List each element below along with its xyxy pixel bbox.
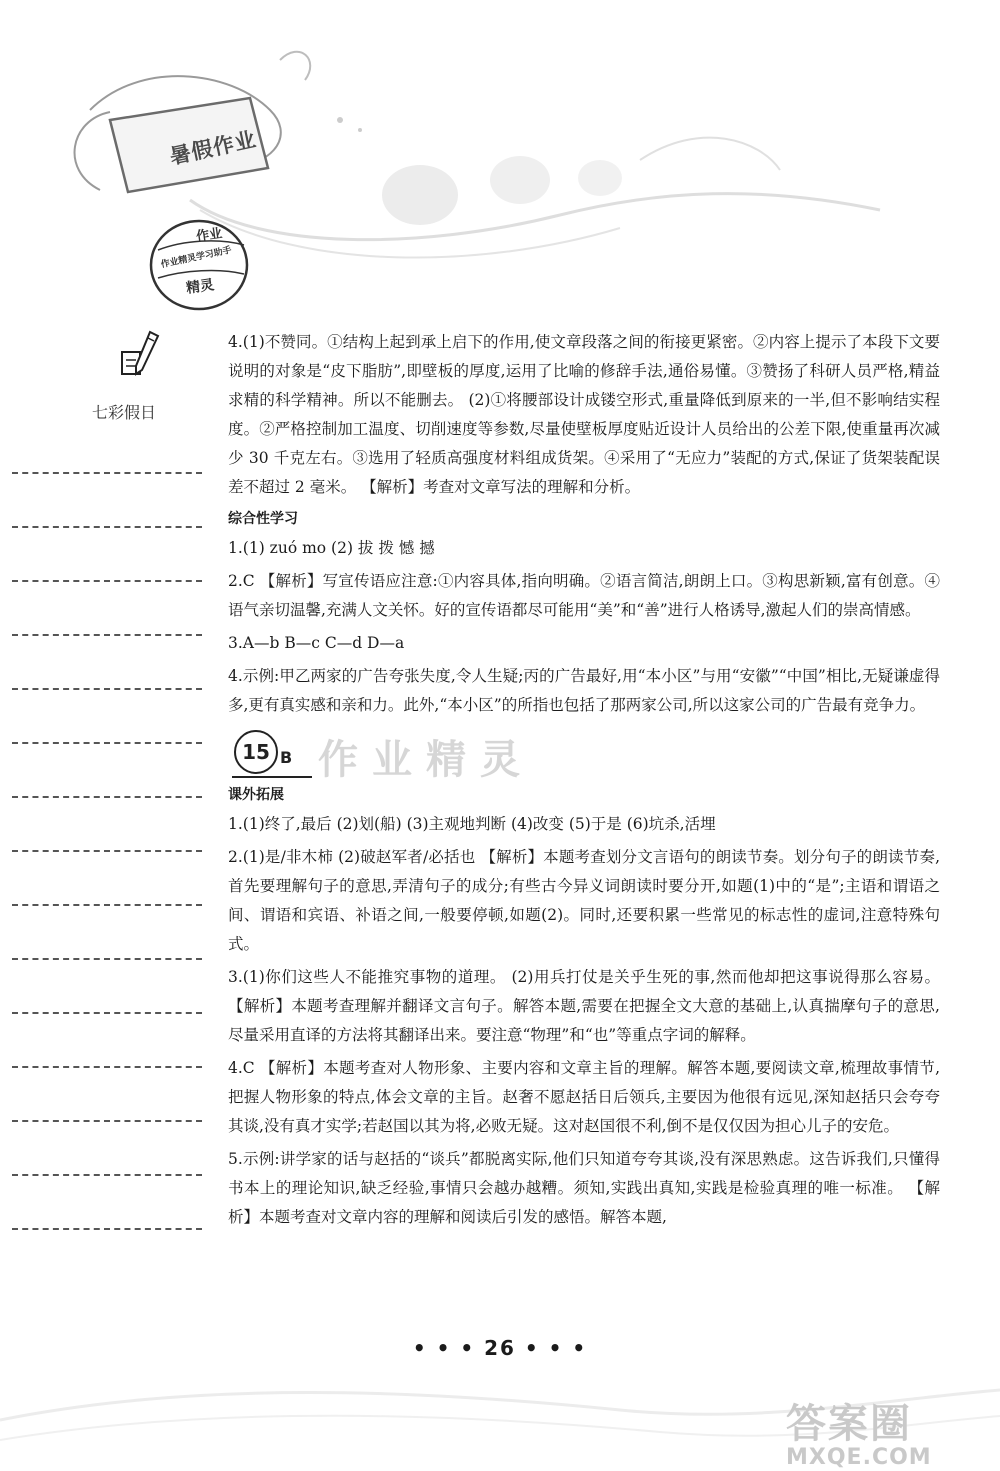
- answer-zh-1: 1.(1) zuó mo (2) 拔 拨 憾 撼: [228, 539, 435, 557]
- answer-kw-2: 2.(1)是/非木柿 (2)破赵军者/必括也 【解析】本题考查划分文言语句的朗读节奏。划分句子的朗读节奏,首先要理解句子的意思,弄清句子的成分;有些古今异义词朗读时要分开,如题(1)中的“是”;主语和谓语之间、谓语和宾语、补语之间,一般要停顿,如题(2)。同时,还要积累一些常见的标志性的虚词,注意特殊句式。: [228, 848, 940, 953]
- unit-header: [228, 724, 940, 783]
- section-heading-zonghe: 综合性学习: [228, 511, 298, 527]
- badge-top-text: 作业: [195, 226, 224, 245]
- watermark-text: 作业精灵: [318, 737, 534, 783]
- unit-number: 15: [234, 730, 278, 774]
- note-line: [12, 904, 202, 906]
- unit-rule: [232, 776, 312, 778]
- note-line: [12, 1174, 202, 1176]
- note-line: [12, 742, 202, 744]
- note-line: [12, 1120, 202, 1122]
- answer-content: [228, 328, 940, 1236]
- answer-zh-3: 3.A—b B—c C—d D—a: [228, 634, 405, 652]
- answer-item-4: 4.(1)不赞同。①结构上起到承上启下的作用,使文章段落之间的衔接更紧密。②内容上提示了本段下文要说明的对象是“皮下脂肪”,即壁板的厚度,运用了比喻的修辞手法,通俗易懂。③赞扬了科研人员严格,精益求精的科学精神。所以不能删去。 (2)①将腰部设计成镂空形式,重量降低到原来的一半,但不影响结实程度。②严格控制加工温度、切削速度等参数,尽量使壁板厚度贴近设计人员给出的公差下限,使重量再次减少 30 千克左右。③选用了轻质高强度材料组成货架。④采用了“无应力”装配的方式,保证了货架装配误差不超过 2 毫米。 【解析】考查对文章写法的理解和分析。: [228, 333, 940, 496]
- answer-kw-1: 1.(1)终了,最后 (2)划(船) (3)主观地判断 (4)改变 (5)于是 (6)坑杀,活埋: [228, 815, 716, 833]
- unit-letter: B: [280, 748, 293, 767]
- site-watermark: [786, 1402, 932, 1470]
- note-line: [12, 958, 202, 960]
- note-line: [12, 472, 202, 474]
- pencil-icon: [120, 330, 164, 380]
- sidebar-label: 七彩假日: [92, 403, 157, 422]
- note-line: [12, 526, 202, 528]
- answer-zh-4: 4.示例:甲乙两家的广告夸张失度,令人生疑;丙的广告最好,用“本小区”与用“安徽”“中国”相比,无疑谦虚得多,更有真实感和亲和力。此外,“本小区”的所指也包括了那两家公司,所以这家公司的广告最有竞争力。: [228, 667, 940, 714]
- note-line: [12, 634, 202, 636]
- badge-middle-text: 作业精灵学习助手: [160, 245, 233, 271]
- answer-kw-4: 4.C 【解析】本题考查对人物形象、主要内容和文章主旨的理解。解答本题,要阅读文章,梳理故事情节,把握人物形象的特点,体会文章的主旨。赵奢不愿赵括日后领兵,主要因为他很有远见,深知赵括只会夸夸其谈,没有真才实学;若赵国以其为将,必败无疑。这对赵国很不利,倒不是仅仅因为担心儿子的安危。: [228, 1059, 941, 1135]
- answer-kw-3: 3.(1)你们这些人不能推究事物的道理。 (2)用兵打仗是关乎生死的事,然而他却把这事说得那么容易。 【解析】本题考查理解并翻译文言句子。解答本题,需要在把握全文大意的基础上,认真揣摩句子的意思,尽量采用直译的方法将其翻译出来。要注意“物理”和“也”等重点字词的解释。: [228, 968, 940, 1044]
- note-line: [12, 850, 202, 852]
- site-logo: 答案圈: [786, 1401, 912, 1447]
- section-heading-kewai: 课外拓展: [228, 787, 284, 803]
- header-title: 暑假作业: [167, 127, 259, 169]
- site-url: MXQE.COM: [786, 1445, 932, 1470]
- answer-kw-5: 5.示例:讲学家的话与赵括的“谈兵”都脱离实际,他们只知道夸夸其谈,没有深思熟虑。这告诉我们,只懂得书本上的理论知识,缺乏经验,事情只会越办越糟。须知,实践出真知,实践是检验真理的唯一标准。 【解析】本题考查对文章内容的理解和阅读后引发的感悟。解答本题,: [228, 1150, 940, 1226]
- note-line: [12, 796, 202, 798]
- note-line: [12, 688, 202, 690]
- note-line: [12, 1066, 202, 1068]
- badge-bottom-text: 精灵: [185, 277, 216, 297]
- note-line: [12, 1012, 202, 1014]
- page-number: • • • 26 • • •: [412, 1336, 588, 1360]
- note-line: [12, 1228, 202, 1230]
- answer-zh-2: 2.C 【解析】写宣传语应注意:①内容具体,指向明确。②语言简洁,朗朗上口。③构思新颖,富有创意。④语气亲切温馨,充满人文关怀。好的宣传语都尽可能用“美”和“善”进行人格诱导,激起人们的崇高情感。: [228, 572, 940, 619]
- note-line: [12, 580, 202, 582]
